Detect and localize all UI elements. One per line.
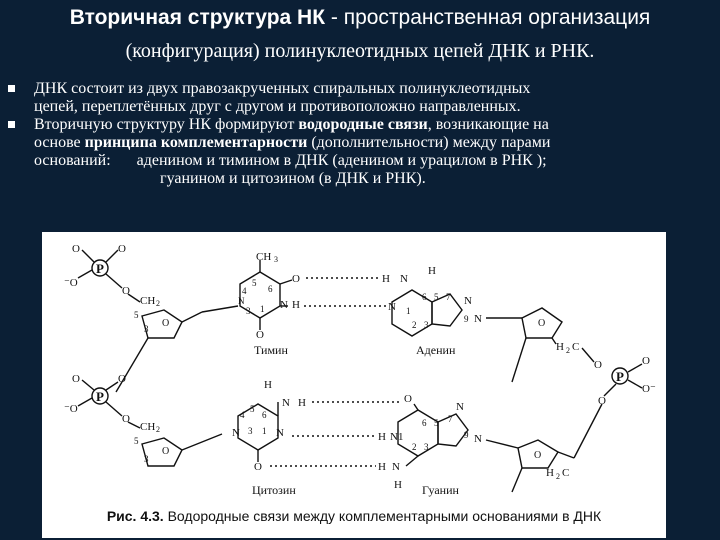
svg-text:7: 7 <box>446 292 451 302</box>
bullet-1-line1: ДНК состоит из двух правозакрученных спиральных полинуклеотидных <box>34 80 531 97</box>
svg-text:O: O <box>538 318 546 329</box>
svg-text:5: 5 <box>134 436 139 446</box>
svg-text:H: H <box>298 397 306 409</box>
svg-text:O: O <box>534 450 542 461</box>
svg-text:1: 1 <box>262 426 267 436</box>
svg-text:O: O <box>162 446 170 457</box>
sugar-top-left <box>122 310 202 382</box>
bullet-2 <box>6 116 706 188</box>
title-rest: - пространственная организация <box>325 6 651 29</box>
thymine-ring <box>202 251 300 341</box>
svg-text:O: O <box>642 355 650 367</box>
cytosine-ring <box>232 379 306 473</box>
svg-text:N: N <box>400 273 408 285</box>
bullet-list <box>6 80 706 188</box>
svg-text:6: 6 <box>268 284 273 294</box>
bullet-2-line2 <box>34 134 706 152</box>
svg-text:7: 7 <box>448 414 453 424</box>
svg-text:CH: CH <box>256 251 272 263</box>
hydrogen-bonds-at <box>304 278 386 306</box>
label-adenine: Аденин <box>416 343 456 357</box>
svg-text:3: 3 <box>246 306 251 316</box>
slide-title <box>0 6 720 30</box>
svg-text:N: N <box>464 295 472 307</box>
text-span: аденином и тимином в ДНК (аденином и урацилом в РНК ); <box>136 152 547 169</box>
svg-text:4: 4 <box>242 286 247 296</box>
svg-text:O: O <box>292 273 300 285</box>
svg-text:3: 3 <box>274 255 278 264</box>
svg-text:O: O <box>72 243 80 255</box>
svg-text:9: 9 <box>464 430 469 440</box>
text-span: , возникающие на <box>427 116 549 133</box>
figure-caption <box>42 508 666 524</box>
svg-text:H: H <box>428 265 436 277</box>
svg-text:P: P <box>616 369 624 384</box>
svg-text:2: 2 <box>556 472 560 481</box>
svg-text:P: P <box>96 389 104 404</box>
svg-text:3: 3 <box>424 320 429 330</box>
text-span: (дополнительности) между парами <box>307 134 551 151</box>
svg-text:O: O <box>404 393 412 405</box>
phosphate-top-left <box>64 243 160 308</box>
svg-text:O: O <box>256 329 264 341</box>
svg-text:6: 6 <box>422 292 427 302</box>
svg-text:H: H <box>292 299 300 311</box>
svg-text:O: O <box>122 285 130 297</box>
svg-text:N1: N1 <box>390 431 404 443</box>
svg-text:C: C <box>562 467 570 479</box>
svg-text:6: 6 <box>262 410 267 420</box>
svg-text:⁻O: ⁻O <box>64 277 78 289</box>
svg-text:O: O <box>122 413 130 425</box>
bullet-2-line1 <box>34 116 706 134</box>
svg-text:2: 2 <box>156 425 160 434</box>
svg-text:O: O <box>72 373 80 385</box>
svg-text:5: 5 <box>252 278 257 288</box>
svg-text:3: 3 <box>144 324 149 334</box>
svg-text:N: N <box>238 296 245 306</box>
svg-text:H: H <box>378 431 386 443</box>
svg-text:H: H <box>378 461 386 473</box>
sugar-bottom-left <box>134 434 222 466</box>
svg-text:N: N <box>388 301 396 313</box>
svg-text:2: 2 <box>412 320 417 330</box>
svg-text:5: 5 <box>434 418 439 428</box>
svg-text:6: 6 <box>422 418 427 428</box>
svg-text:O⁻: O⁻ <box>642 383 656 395</box>
svg-text:4: 4 <box>240 410 245 420</box>
caption-label: Рис. 4.3. <box>106 508 164 524</box>
svg-text:5: 5 <box>250 404 255 414</box>
svg-text:N: N <box>474 313 482 325</box>
text-bold: принципа комплементарности <box>84 134 308 151</box>
title-bold: Вторичная структура НК <box>69 6 326 29</box>
svg-text:⁻O: ⁻O <box>64 403 78 415</box>
svg-text:O: O <box>118 373 126 385</box>
svg-text:N: N <box>282 397 290 409</box>
svg-text:H: H <box>546 467 554 479</box>
label-cytosine: Цитозин <box>252 483 296 497</box>
svg-text:CH: CH <box>140 421 156 433</box>
phosphate-right <box>574 355 656 458</box>
svg-text:1: 1 <box>260 304 265 314</box>
svg-text:2: 2 <box>156 299 160 308</box>
text-span: основе <box>34 134 85 151</box>
svg-text:N: N <box>474 433 482 445</box>
svg-text:2: 2 <box>412 442 417 452</box>
label-guanine: Гуанин <box>422 483 459 497</box>
slide-title-line2: (конфигурация) полинуклеотидных цепей ДНК и РНК. <box>125 40 595 62</box>
text-span: гуанином и цитозином (в ДНК и РНК). <box>160 170 426 187</box>
svg-text:O: O <box>254 461 262 473</box>
bullet-1-line2: цепей, переплетённых друг с другом и противоположно направленных. <box>34 98 521 115</box>
svg-text:H: H <box>394 479 402 491</box>
svg-text:3: 3 <box>248 426 253 436</box>
adenine-ring <box>382 265 522 336</box>
svg-text:O: O <box>162 318 170 329</box>
bullet-2-line3 <box>34 152 706 170</box>
hydrogen-bond-diagram <box>42 232 666 538</box>
svg-text:N: N <box>276 427 284 439</box>
bullet-1 <box>6 80 706 116</box>
svg-text:O: O <box>118 243 126 255</box>
svg-text:CH: CH <box>140 295 156 307</box>
svg-text:P: P <box>96 261 104 276</box>
svg-text:O: O <box>598 395 606 407</box>
sugar-top-right <box>512 308 602 382</box>
svg-text:9: 9 <box>464 314 469 324</box>
text-bold: водородные связи <box>298 116 428 133</box>
svg-text:N: N <box>456 401 464 413</box>
svg-text:5: 5 <box>134 310 139 320</box>
guanine-ring <box>378 393 518 491</box>
bullet-square-icon <box>8 121 15 128</box>
svg-text:O: O <box>594 359 602 371</box>
sugar-bottom-right <box>512 440 574 492</box>
svg-text:1: 1 <box>406 306 411 316</box>
svg-text:3: 3 <box>424 442 429 452</box>
svg-text:H: H <box>556 341 564 353</box>
svg-text:N: N <box>392 461 400 473</box>
caption-text: Водородные связи между комплементарными основаниями в ДНК <box>163 508 602 524</box>
svg-text:3: 3 <box>144 454 149 464</box>
svg-text:H: H <box>264 379 272 391</box>
svg-text:N: N <box>280 299 288 311</box>
phosphate-bottom-left <box>64 373 160 434</box>
label-thymine: Тимин <box>254 343 288 357</box>
svg-text:H: H <box>382 273 390 285</box>
bullet-2-line4 <box>34 170 706 188</box>
svg-text:2: 2 <box>566 346 570 355</box>
text-span: оснований: <box>34 152 111 169</box>
svg-text:N: N <box>232 427 240 439</box>
text-span: Вторичную структуру НК формируют <box>34 116 299 133</box>
svg-text:C: C <box>572 341 580 353</box>
svg-text:5: 5 <box>434 292 439 302</box>
base-pairing-figure <box>42 232 666 538</box>
bullet-square-icon <box>8 85 15 92</box>
